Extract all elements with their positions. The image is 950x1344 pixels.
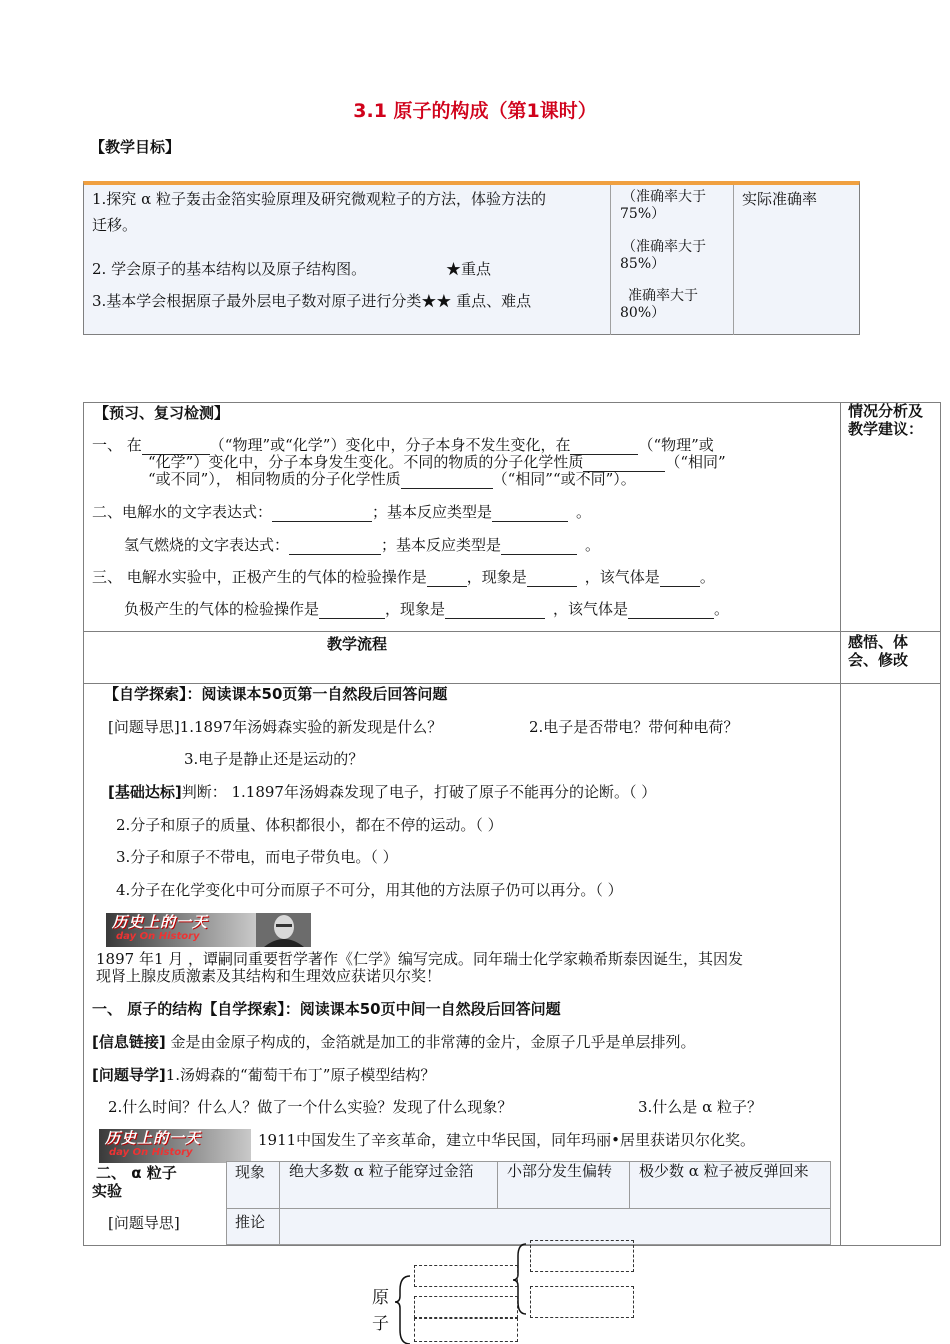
basic-judgement-4: 4.分子在化学变化中可分而原子不可分，用其他的方法原子仍可以再分。（ ） [116,881,623,899]
objectives-table [83,181,860,335]
selfstudy-heading: 【自学探索】：阅读课本50页第一自然段后回答问题 [104,685,448,703]
basic-judgement-3: 3.分子和原子不带电，而电子带负电。（ ） [116,848,398,866]
preview-heading: 【预习、复习检测】 [94,404,230,422]
structure-question-3: 3.什么是 α 粒子？ [638,1098,762,1116]
flow-heading: 教学流程 [327,635,388,653]
objective-2-star: ★重点 [446,260,492,278]
q3-line2: 负极产生的气体的检验操作是 ，现象是 ，该气体是 。 [124,600,730,618]
objective-3: 3.基本学会根据原子最外层电子数对原子进行分类★★ 重点、难点 [92,292,532,310]
alpha-observation-2: 小部分发生偏转 [507,1162,613,1180]
accuracy-3a: 准确率大于 [628,288,698,304]
accuracy-2b: 85%） [620,256,666,272]
accuracy-1a: （准确率大于 [622,189,706,205]
q1-line1: 一、 在 （“物理”或“化学”）变化中，分子本身不发生变化，在 （“物理”或 [92,436,714,454]
guide-question-3: 3.电子是静止还是运动的？ [184,750,364,768]
history-text-1: 1897 年1 月 ，谭嗣同重要哲学著作《仁学》编写完成。同年瑞士化学家赖希斯泰因诞生，其因发 [96,950,744,968]
objective-2: 2. 学会原子的基本结构以及原子结构图。 [92,260,367,278]
alpha-label-2: 实验 [92,1182,123,1200]
alpha-observation-1: 绝大多数 α 粒子能穿过金箔 [289,1162,474,1180]
accuracy-2a: （准确率大于 [622,239,706,255]
objectives-heading: 【教学目标】 [90,138,181,156]
nucleus-blank-2 [530,1286,634,1318]
flow-side-note: 感悟、体会、修改 [848,633,909,669]
atom-blank-3 [414,1318,518,1342]
accuracy-1b: 75%） [620,206,666,222]
structure-heading: 一、 原子的结构【自学探索】：阅读课本50页中间一自然段后回答问题 [92,1000,561,1018]
question-guide: [问题导学]1.汤姆森的“葡萄干布丁”原子模型结构？ [92,1066,436,1084]
history-badge: 历史上的一天 day On History [106,913,256,947]
q2-line1: 二、电解水的文字表达式： ；基本反应类型是 。 [92,503,592,521]
history-text-2: 现肾上腺皮质激素及其结构和生理效应获诺贝尔奖！ [96,967,442,985]
objective-1-cont: 迁移。 [92,216,138,234]
atom-blank-1 [414,1265,518,1287]
q2-line2: 氢气燃烧的文字表达式： ；基本反应类型是 。 [124,536,601,554]
guide-question-1: [问题导思]1.1897年汤姆森实验的新发现是什么？ [108,718,443,736]
preview-side-note: 情况分析及教学建议： [848,402,924,438]
alpha-observation-label: 现象 [235,1163,266,1181]
alpha-guide-label: [问题导思] [108,1214,180,1232]
q3-line1: 三、 电解水实验中，正极产生的气体的检验操作是 ，现象是 ，该气体是 。 [92,568,715,586]
alpha-label-1: 二、 α 粒子 [96,1164,177,1182]
objective-1: 1.探究 α 粒子轰击金箔实验原理及研究微观粒子的方法，体验方法的 [92,190,546,208]
q1-line2: “化学”）变化中，分子本身发生变化。不同的物质的分子化学性质 （“相同” [148,453,726,471]
history-badge-2: 历史上的一天 day On History [99,1129,251,1163]
portrait-photo [256,913,311,947]
history-text-3: 1911中国发生了辛亥革命，建立中华民国，同年玛丽•居里获诺贝尔化奖。 [258,1131,756,1149]
page-title: 3.1 原子的构成（第1课时） [353,100,597,122]
alpha-observation-3: 极少数 α 粒子被反弹回来 [639,1162,809,1180]
alpha-inference-label: 推论 [235,1213,266,1231]
q1-line3: “或不同”）， 相同物质的分子化学性质 （“相同”“或不同”）。 [148,470,636,488]
alpha-table [226,1161,831,1245]
nucleus-blank-1 [530,1240,634,1272]
guide-question-2: 2.电子是否带电？带何种电荷？ [529,718,739,736]
atom-label: 原 子 [372,1288,389,1334]
atom-blank-2 [414,1296,518,1318]
accuracy-3b: 80%） [620,305,666,321]
structure-question-2: 2.什么时间？什么人？做了一个什么实验？发现了什么现象？ [108,1098,513,1116]
info-link: [信息链接] 金是由金原子构成的，金箔就是加工的非常薄的金片，金原子几乎是单层排列。 [92,1033,696,1051]
actual-accuracy: 实际准确率 [742,190,818,208]
basic-judgement-2: 2.分子和原子的质量、体积都很小，都在不停的运动。（ ） [116,816,503,834]
basic-judgement-1: [基础达标]判断： 1.1897年汤姆森发现了电子，打破了原子不能再分的论断。（ ） [108,783,657,801]
